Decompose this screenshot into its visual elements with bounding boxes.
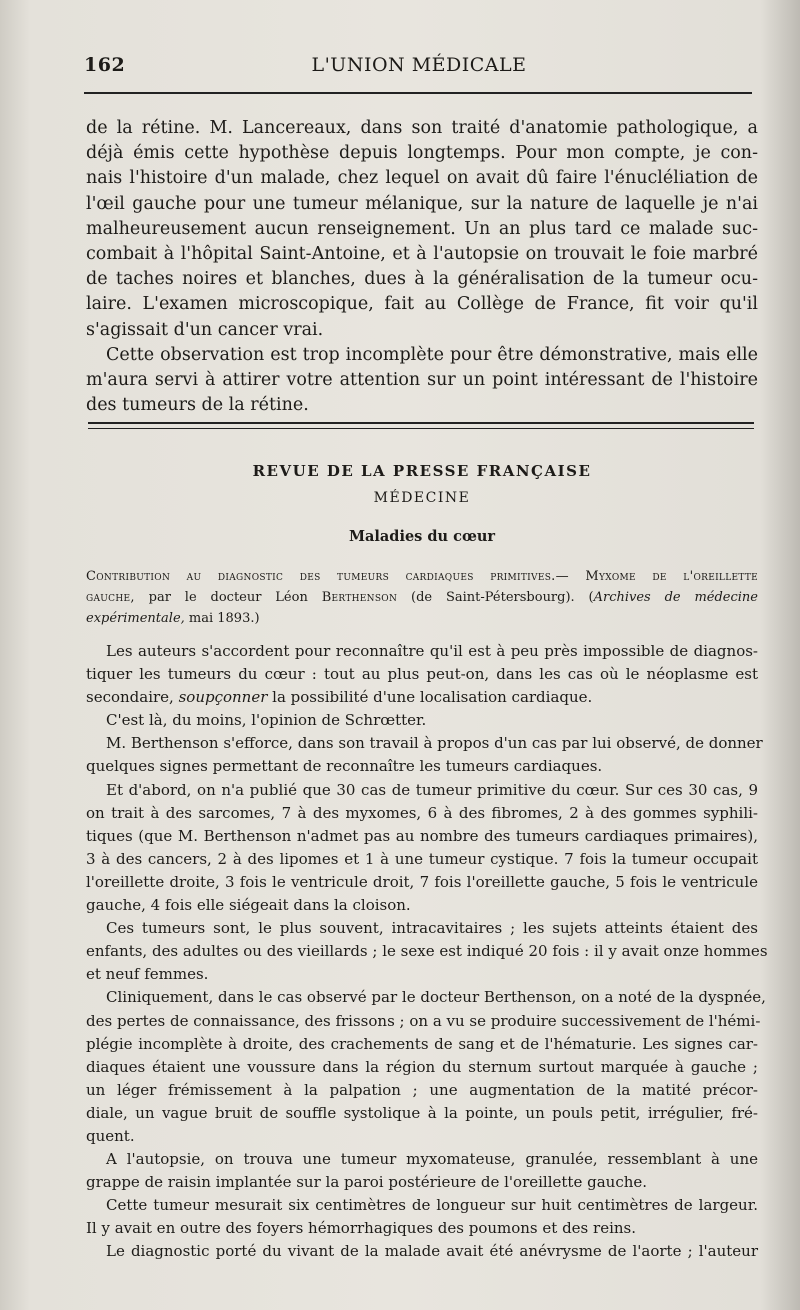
text-line: enfants, des adultes ou des vieillards ; le sexe est indiqué 20 fois : il y avait onze hommes (86, 942, 768, 961)
text-line: déjà émis cette hypothèse depuis longtemps. Pour mon compte, je con- (86, 143, 758, 164)
text-line: combait à l'hôpital Saint-Antoine, et à l'autopsie on trouvait le foie marbré (86, 244, 758, 265)
text-line: tiquer les tumeurs du cœur : tout au plus peut-on, dans les cas où le néoplasme est (86, 665, 758, 684)
intro-text (86, 116, 758, 418)
reference-title-end: gauche, (86, 590, 135, 605)
text-run: la possibilité d'une localisation cardiaque. (267, 688, 593, 707)
reference-line (86, 587, 758, 608)
text-line: quent. (86, 1126, 135, 1145)
text-line: Le diagnostic porté du vivant de la malade avait été anévrysme de l'aorte ; l'auteur (106, 1242, 758, 1261)
reference-title: Contribution au diagnostic des tumeurs cardiaques primitives.— Myxome de l'oreillette (86, 569, 758, 584)
text-line: tiques (que M. Berthenson n'admet pas au nombre des tumeurs cardiaques primaires), (86, 826, 758, 845)
text-line: Il y avait en outre des foyers hémorrhagiques des poumons et des reins. (86, 1219, 636, 1238)
text-line: malheureusement aucun renseignement. Un an plus tard ce malade suc- (86, 218, 758, 239)
text-line: de la rétine. M. Lancereaux, dans son traité d'anatomie pathologique, a (86, 118, 758, 138)
running-header (84, 54, 754, 84)
text-line: grappe de raisin implantée sur la paroi postérieure de l'oreillette gauche. (86, 1173, 648, 1192)
paragraph (86, 1240, 758, 1263)
reference-by: par le docteur Léon (134, 590, 322, 605)
text-line: des pertes de connaissance, des frissons ; on a vu se produire successivement de l'hémi- (86, 1011, 761, 1030)
text-run: secondaire, (86, 688, 179, 707)
journal-title: L'UNION MÉDICALE (311, 54, 527, 76)
subject-heading: Maladies du cœur (348, 528, 496, 545)
text-line: m'aura servi à attirer votre attention sur un point intéressant de l'histoire (86, 370, 758, 391)
text-line: 3 à des cancers, 2 à des lipomes et 1 à une tumeur cystique. 7 fois la tumeur occupait (86, 849, 758, 868)
text-line: et neuf femmes. (86, 965, 209, 984)
text-line: M. Berthenson s'efforce, dans son travail à propos d'un cas par lui observé, de donner (106, 734, 763, 753)
text-line: plégie incomplète à droite, des crachements de sang et de l'hématurie. Les signes car- (86, 1034, 758, 1053)
emphasis: soupçonner (178, 688, 268, 707)
header-rule (84, 92, 752, 94)
paragraph (86, 640, 758, 709)
paragraph (86, 732, 763, 778)
reference-place: (de Saint-Pétersbourg). ( (397, 590, 594, 605)
text-line (86, 686, 758, 709)
paragraph (86, 986, 766, 1148)
text-line: on trait à des sarcomes, 7 à des myxomes, 6 à des fibromes, 2 à des gommes syphili- (86, 803, 758, 822)
text-line: Les auteurs s'accordent pour reconnaître qu'il est à peu près impossible de diagnos- (106, 642, 758, 660)
text-line: Cette tumeur mesurait six centimètres de longueur sur huit centimètres de largeur. (106, 1196, 758, 1215)
text-line: un léger frémissement à la palpation ; une augmentation de la matité précor- (86, 1080, 758, 1099)
page-number: 162 (84, 54, 126, 76)
paragraph (86, 1194, 758, 1240)
text-line: des tumeurs de la rétine. (86, 395, 309, 416)
text-line: de taches noires et blanches, dues à la généralisation de la tumeur ocu- (86, 269, 758, 290)
paragraph (86, 917, 768, 986)
text-line: diaques étaient une voussure dans la région du sternum surtout marquée à gauche ; (86, 1057, 758, 1076)
text-line: Et d'abord, on n'a publié que 30 cas de tumeur primitive du cœur. Sur ces 30 cas, 9 (106, 780, 758, 799)
text-line: Cliniquement, dans le cas observé par le docteur Berthenson, on a noté de la dyspnée, (106, 988, 766, 1007)
reference-journal: Archives de médecine (593, 590, 758, 605)
text-line: Ces tumeurs sont, le plus souvent, intracavitaires ; les sujets atteints étaient des (106, 919, 758, 938)
paragraph (86, 709, 758, 732)
paragraph (86, 779, 758, 918)
text-line: gauche, 4 fois elle siégeait dans la cloison. (86, 896, 411, 915)
text-line: s'agissait d'un cancer vrai. (86, 319, 324, 340)
reference-author: Berthenson (321, 590, 398, 605)
article-reference (86, 566, 758, 629)
text-line: quelques signes permettant de reconnaître les tumeurs cardiaques. (86, 757, 603, 776)
text-line: A l'autopsie, on trouva une tumeur myxomateuse, granulée, ressemblant à une (106, 1150, 758, 1169)
section-divider (88, 422, 754, 429)
paragraph (86, 1148, 758, 1194)
subsection-title: MÉDECINE (373, 490, 471, 506)
section-title: REVUE DE LA PRESSE FRANÇAISE (252, 462, 592, 480)
reference-journal-end: expérimentale, (86, 611, 185, 626)
text-line: laire. L'examen microscopique, fait au Collège de France, fit voir qu'il (86, 294, 758, 315)
text-line: diale, un vague bruit de souffle systolique à la pointe, un pouls petit, irrégulier, fré- (86, 1103, 758, 1122)
reference-line (86, 608, 758, 629)
article-body (86, 640, 768, 1264)
text-line: l'œil gauche pour une tumeur mélanique, sur la nature de laquelle je n'ai (86, 193, 758, 214)
text-line: Cette observation est trop incomplète pour être démonstrative, mais elle (106, 344, 758, 365)
text-line: nais l'histoire d'un malade, chez lequel on avait dû faire l'énucléliation de (86, 168, 758, 189)
reference-date: mai 1893.) (184, 611, 260, 626)
text-line: C'est là, du moins, l'opinion de Schrœtter. (106, 711, 427, 730)
text-line: l'oreillette droite, 3 fois le ventricule droit, 7 fois l'oreillette gauche, 5 fois le ventricule (86, 872, 758, 891)
